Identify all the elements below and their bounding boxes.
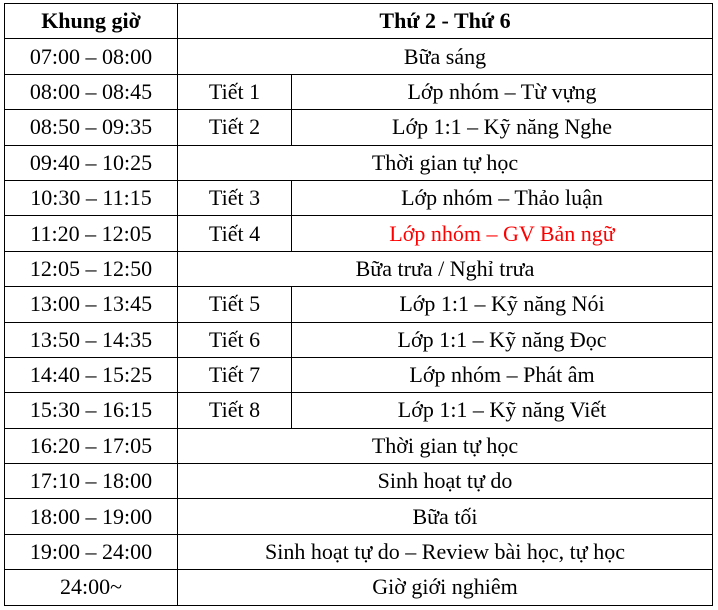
period-cell: Tiết 7 bbox=[178, 357, 292, 392]
activity-cell: Sinh hoạt tự do bbox=[178, 464, 713, 499]
table-row bbox=[5, 570, 713, 605]
header-time-slot: Khung giờ bbox=[5, 4, 178, 39]
time-cell: 15:30 – 16:15 bbox=[5, 393, 178, 428]
table-row bbox=[5, 322, 713, 357]
time-cell: 16:20 – 17:05 bbox=[5, 428, 178, 463]
table-row bbox=[5, 464, 713, 499]
table-row bbox=[5, 534, 713, 569]
time-cell: 11:20 – 12:05 bbox=[5, 216, 178, 251]
header-weekdays: Thứ 2 - Thứ 6 bbox=[178, 4, 713, 39]
activity-cell: Thời gian tự học bbox=[178, 145, 713, 180]
activity-cell: Bữa sáng bbox=[178, 39, 713, 74]
time-cell: 13:50 – 14:35 bbox=[5, 322, 178, 357]
time-cell: 19:00 – 24:00 bbox=[5, 534, 178, 569]
table-row bbox=[5, 287, 713, 322]
activity-cell: Bữa tối bbox=[178, 499, 713, 534]
activity-cell: Sinh hoạt tự do – Review bài học, tự học bbox=[178, 534, 713, 569]
period-cell: Tiết 3 bbox=[178, 180, 292, 215]
period-cell: Tiết 4 bbox=[178, 216, 292, 251]
time-cell: 09:40 – 10:25 bbox=[5, 145, 178, 180]
time-cell: 07:00 – 08:00 bbox=[5, 39, 178, 74]
table-row bbox=[5, 251, 713, 286]
table-row bbox=[5, 499, 713, 534]
period-cell: Tiết 1 bbox=[178, 74, 292, 109]
activity-cell: Lớp 1:1 – Kỹ năng Viết bbox=[292, 393, 713, 428]
table-row bbox=[5, 357, 713, 392]
activity-cell: Lớp nhóm – Từ vựng bbox=[292, 74, 713, 109]
time-cell: 08:50 – 09:35 bbox=[5, 110, 178, 145]
table-row bbox=[5, 145, 713, 180]
table-row bbox=[5, 428, 713, 463]
time-cell: 10:30 – 11:15 bbox=[5, 180, 178, 215]
table-row bbox=[5, 216, 713, 251]
activity-cell: Bữa trưa / Nghỉ trưa bbox=[178, 251, 713, 286]
activity-cell-highlighted: Lớp nhóm – GV Bản ngữ bbox=[292, 216, 713, 251]
table-row bbox=[5, 180, 713, 215]
period-cell: Tiết 2 bbox=[178, 110, 292, 145]
time-cell: 14:40 – 15:25 bbox=[5, 357, 178, 392]
schedule-table bbox=[4, 3, 713, 606]
period-cell: Tiết 5 bbox=[178, 287, 292, 322]
time-cell: 08:00 – 08:45 bbox=[5, 74, 178, 109]
time-cell: 13:00 – 13:45 bbox=[5, 287, 178, 322]
activity-cell: Lớp 1:1 – Kỹ năng Đọc bbox=[292, 322, 713, 357]
activity-cell: Lớp nhóm – Thảo luận bbox=[292, 180, 713, 215]
table-row bbox=[5, 110, 713, 145]
time-cell: 18:00 – 19:00 bbox=[5, 499, 178, 534]
time-cell: 12:05 – 12:50 bbox=[5, 251, 178, 286]
table-row bbox=[5, 39, 713, 74]
activity-cell: Thời gian tự học bbox=[178, 428, 713, 463]
activity-cell: Lớp nhóm – Phát âm bbox=[292, 357, 713, 392]
time-cell: 17:10 – 18:00 bbox=[5, 464, 178, 499]
time-cell: 24:00~ bbox=[5, 570, 178, 605]
activity-cell: Giờ giới nghiêm bbox=[178, 570, 713, 605]
table-row bbox=[5, 74, 713, 109]
period-cell: Tiết 8 bbox=[178, 393, 292, 428]
table-row bbox=[5, 393, 713, 428]
activity-cell: Lớp 1:1 – Kỹ năng Nghe bbox=[292, 110, 713, 145]
period-cell: Tiết 6 bbox=[178, 322, 292, 357]
header-row bbox=[5, 4, 713, 39]
activity-cell: Lớp 1:1 – Kỹ năng Nói bbox=[292, 287, 713, 322]
